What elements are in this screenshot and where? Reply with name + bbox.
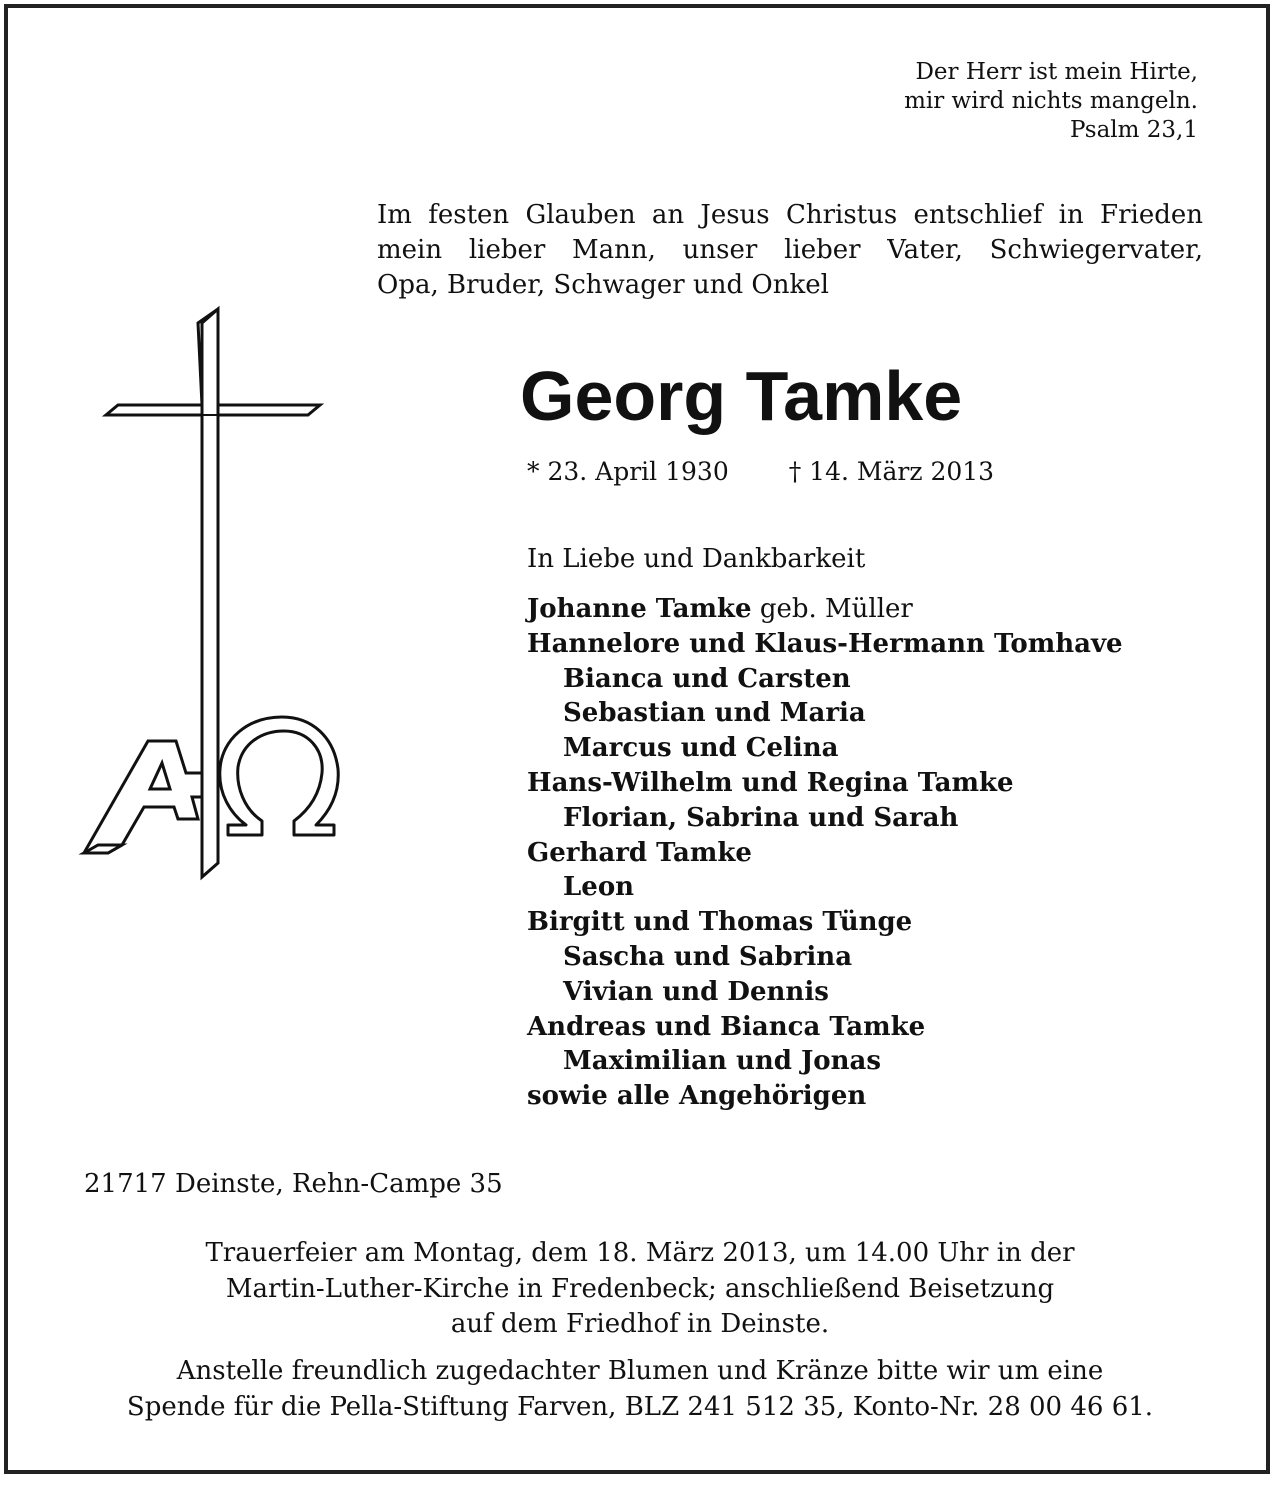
mourner-name: Hannelore und Klaus-Hermann Tomhave: [527, 628, 1123, 659]
mourner-name: Gerhard Tamke: [527, 837, 752, 868]
donation-line-2: Spende für die Pella-Stiftung Farven, BLZ 241 512 35, Konto-Nr. 28 00 46 61.: [126, 1391, 1154, 1422]
mourner-row: [527, 905, 1123, 940]
family-address: 21717 Deinste, Rehn-Campe 35: [84, 1169, 503, 1199]
mourner-row: [527, 696, 1123, 731]
mourner-name: Andreas und Bianca Tamke: [527, 1011, 926, 1042]
mourner-name: Sebastian und Maria: [563, 698, 866, 729]
psalm-line-2: mir wird nichts mangeln.: [904, 88, 1198, 114]
psalm-quote: [778, 58, 1198, 145]
mourner-row: [527, 1079, 1123, 1114]
mourner-row: [527, 662, 1123, 697]
ceremony-line-2: Martin-Luther-Kirche in Fredenbeck; anschließend Beisetzung: [225, 1273, 1055, 1304]
mourner-name: Leon: [563, 872, 635, 903]
mourner-row: [527, 1010, 1123, 1045]
mourner-name: Hans-Wilhelm und Regina Tamke: [527, 767, 1014, 798]
life-dates: [527, 455, 994, 489]
ceremony-line-3: auf dem Friedhof in Deinste.: [450, 1309, 830, 1339]
intro-line-1: Im festen Glauben an Jesus Christus entschlief in Frieden: [377, 200, 1203, 230]
mourner-row: [527, 592, 1123, 627]
mourner-maiden-name: geb. Müller: [751, 594, 913, 624]
mourner-name: Maximilian und Jonas: [563, 1046, 882, 1077]
funeral-service-info: [70, 1236, 1210, 1343]
mourner-row: [527, 975, 1123, 1010]
mourner-name: Johanne Tamke: [527, 594, 752, 624]
death-date: † 14. März 2013: [788, 457, 995, 486]
deceased-name: Georg Tamke: [520, 357, 963, 435]
mourner-row: [527, 1044, 1123, 1079]
mourner-name: sowie alle Angehörigen: [527, 1081, 867, 1112]
mourner-row: [527, 801, 1123, 836]
intro-line-3: Opa, Bruder, Schwager und Onkel: [377, 270, 829, 300]
cross-alpha-omega-icon: [78, 305, 340, 885]
gratitude-line: In Liebe und Dankbarkeit: [527, 544, 866, 574]
mourners-list: [527, 592, 1123, 1114]
birth-date: * 23. April 1930: [527, 457, 729, 486]
mourner-row: [527, 627, 1123, 662]
mourner-name: Marcus und Celina: [563, 733, 839, 764]
psalm-source: Psalm 23,1: [1069, 117, 1198, 143]
mourner-name: Birgitt und Thomas Tünge: [527, 907, 913, 938]
intro-text: [377, 198, 1203, 303]
intro-line-2: mein lieber Mann, unser lieber Vater, Schwiegervater,: [377, 235, 1203, 265]
mourner-name: Bianca und Carsten: [563, 663, 851, 694]
mourner-row: [527, 940, 1123, 975]
donation-line-1: Anstelle freundlich zugedachter Blumen und Kränze bitte wir um eine: [176, 1356, 1104, 1386]
mourner-row: [527, 836, 1123, 871]
psalm-line-1: Der Herr ist mein Hirte,: [915, 59, 1198, 85]
mourner-row: [527, 870, 1123, 905]
mourner-row: [527, 766, 1123, 801]
donation-request: [60, 1354, 1220, 1425]
mourner-name: Vivian und Dennis: [563, 976, 829, 1007]
ceremony-line-1: Trauerfeier am Montag, dem 18. März 2013, um 14.00 Uhr in der: [205, 1238, 1075, 1268]
mourner-name: Sascha und Sabrina: [563, 941, 853, 972]
mourner-row: [527, 731, 1123, 766]
omega-icon: [220, 717, 338, 835]
mourner-name: Florian, Sabrina und Sarah: [563, 802, 959, 833]
alpha-icon: [84, 741, 210, 853]
